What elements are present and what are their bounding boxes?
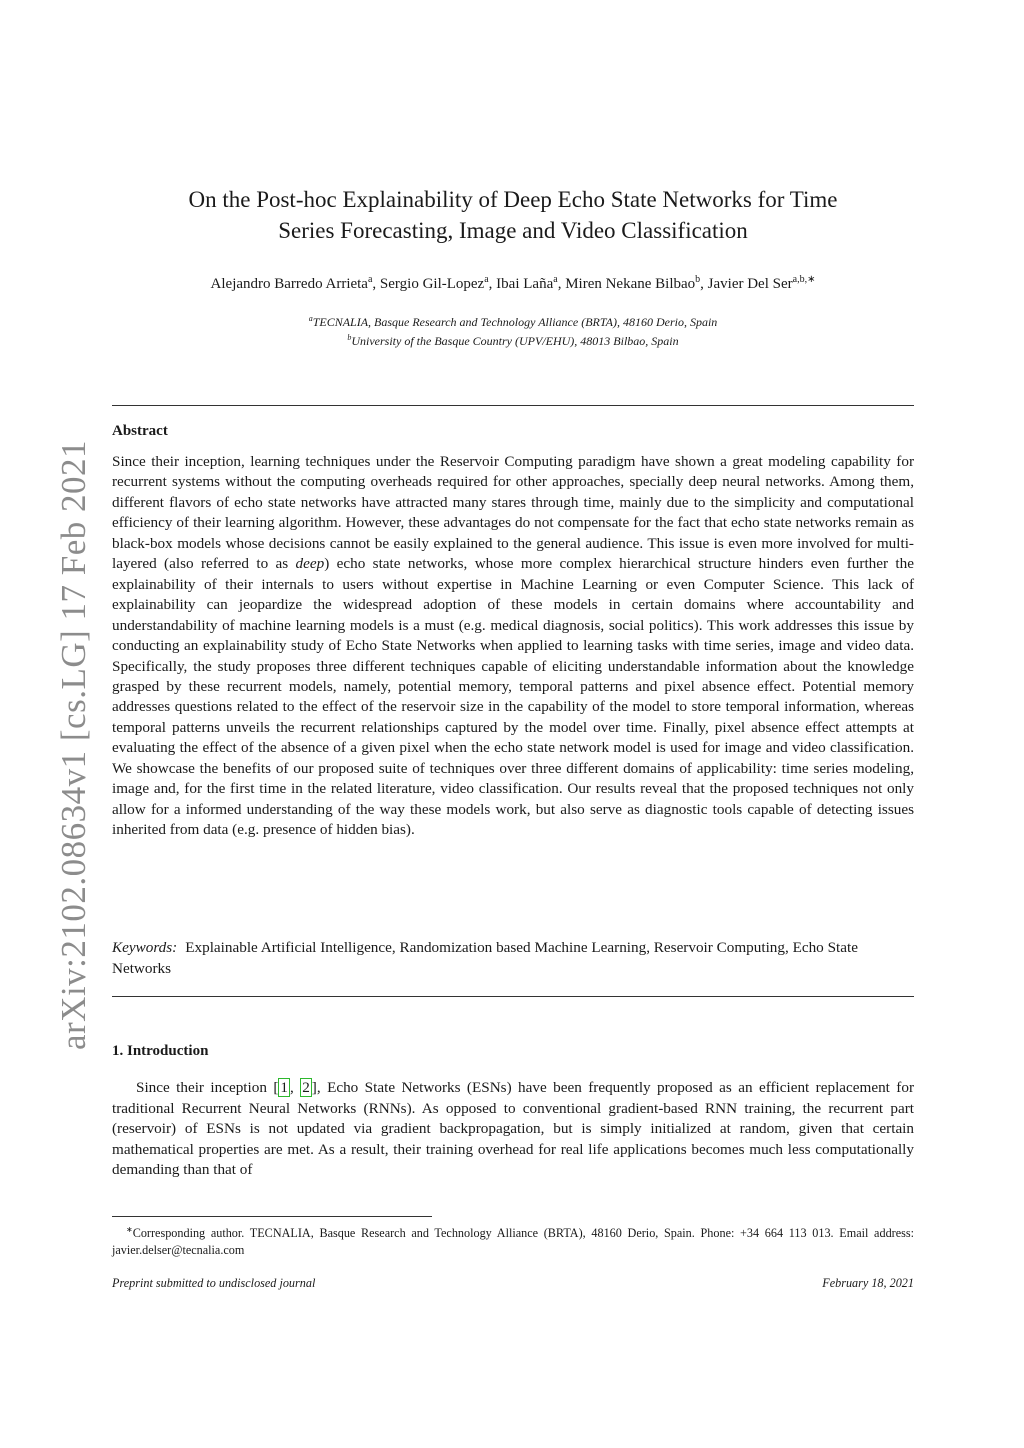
affiliation [112,330,914,349]
preprint-note: Preprint submitted to undisclosed journal [112,1276,316,1290]
paragraph-text: Since their inception [136,1079,274,1096]
abstract-text-part: Since their inception, learning techniques under the Reservoir Computing paradigm have shown a great modeling capability for recurrent systems without the computing overheads required for other approaches, specially deep neural networks. Among them, different flavors of echo state networks have attracted many stares through time, mainly due to the simplicity and computational efficiency of their learning algorithm. However, these advantages do not compensate for the fact that echo state networks remain as black-box models whose decisions cannot be easily explained to the general audience. This issue is even more involved for multi-layered (also referred to as [112,453,914,573]
arxiv-identifier-stamp: arXiv:2102.08634v1 [cs.LG] 17 Feb 2021 [54,439,93,1051]
footnote-mark: ∗ [126,1225,133,1234]
citation-link[interactable]: 1 [280,1079,288,1096]
author-affiliation-mark: a [553,274,558,285]
author-affiliation-mark: a,b,∗ [792,274,816,285]
abstract-emphasis: deep [295,555,325,573]
abstract-text [112,452,914,841]
footnote-text: Corresponding author. TECNALIA, Basque Research and Technology Alliance (BRTA), 48160 Derio, Spain. Phone: +34 664 113 013. Email address: javier.delser@tecnalia.com [112,1226,914,1257]
author-name: Miren Nekane Bilbao [565,276,696,292]
keywords [112,938,914,979]
affiliation-text: University of the Basque Country (UPV/EHU), 48013 Bilbao, Spain [351,334,679,348]
introduction-paragraph: Since their inception [ 1 , 2 ], Echo State Networks (ESNs) have been frequently proposed as an efficient replacement for traditional Recurrent Neural Networks (RNNs). As opposed to conventional gradient-based RNN training, the recurrent part (reservoir) of ESNs is not updated via gradient backpropagation, but is simply initialized at random, given that certain mathematical properties are met. As a result, their training overhead for real life applications becomes much less computationally demanding than that of [112,1079,915,1179]
paper-title [112,184,914,246]
author-affiliation-mark: b [695,274,701,285]
citation-link[interactable]: 2 [302,1079,310,1096]
author-name: Ibai Laña [496,276,554,292]
author-affiliation-mark: a [367,274,373,285]
footnote-divider [112,1216,432,1217]
author-affiliation-mark: a [484,274,489,285]
keywords-label: Keywords: [112,939,178,956]
author-name: Javier Del Ser [707,276,793,292]
abstract-top-divider [112,405,914,406]
affiliation-mark: b [347,333,352,342]
title-line-1: On the Post-hoc Explainability of Deep Echo State Networks for Time [188,187,838,212]
title-line-2: Series Forecasting, Image and Video Classification [278,218,748,243]
footer-date: February 18, 2021 [822,1276,914,1290]
affiliation-text: TECNALIA, Basque Research and Technology Alliance (BRTA), 48160 Derio, Spain [312,315,718,329]
abstract-heading: Abstract [112,423,168,439]
author-name: Sergio Gil-Lopez [379,276,485,292]
affiliation-list [112,311,914,349]
abstract-bottom-divider [112,996,914,997]
affiliation-mark: a [308,314,313,323]
paragraph-text: , Echo State Networks (ESNs) have been frequently proposed as an efficient replacement for traditional Recurrent Neural Networks (RNNs). As opposed to conventional gradient-based RNN training, the recurrent part (reservoir) of ESNs is not updated via gradient backpropagation, but is simply initialized at random, given that certain mathematical properties are met. As a result, their training overhead for real life applications becomes much less computationally demanding than that of [112,1079,915,1179]
abstract-text-part: ) echo state networks, whose more complex hierarchical structure hinders even further the explainability of their internals to users without expertise in Machine Learning or even Computer Science. This lack of explainability can jeopardize the widespread adoption of these models in certain domains where accountability and understandability of machine learning models is a must (e.g. medical diagnosis, social politics). This work addresses this issue by conducting an explainability study of Echo State Networks when applied to learning tasks with time series, image and video data. Specifically, the study proposes three different techniques capable of eliciting understandable information about the knowledge grasped by these recurrent models, namely, potential memory, temporal patterns and pixel absence effect. Potential memory addresses questions related to the effect of the reservoir size in the capability of the model to store temporal information, whereas temporal patterns unveils the recurrent relationships captured by the model over time. Finally, pixel absence effect attempts at evaluating the effect of the absence of a given pixel when the echo state network model is used for image and video classification. We showcase the benefits of our proposed suite of techniques over three different domains of applicability: time series modeling, image and, for the first time in the related literature, video classification. Our results reveal that the proposed techniques not only allow for a informed understanding of the way these models work, but also serve as diagnostic tools capable of detecting issues inherited from data (e.g. presence of hidden bias). [112,555,914,839]
affiliation [112,311,914,330]
author-list: Alejandro Barredo Arrieta$^a$, Sergio Gil-Lopez$^a$, Ibai Laña$^a$, Miren Nekane Bilbao$^b$, Javier Del Ser$^{a,b,∗}$ [210,274,816,292]
section-heading-introduction: 1. Introduction [112,1043,209,1059]
author-name: Alejandro Barredo Arrieta [210,276,368,292]
keywords-text: Explainable Artificial Intelligence, Randomization based Machine Learning, Reservoir Computing, Echo State Networks [112,939,858,977]
corresponding-author-footnote [112,1222,914,1258]
